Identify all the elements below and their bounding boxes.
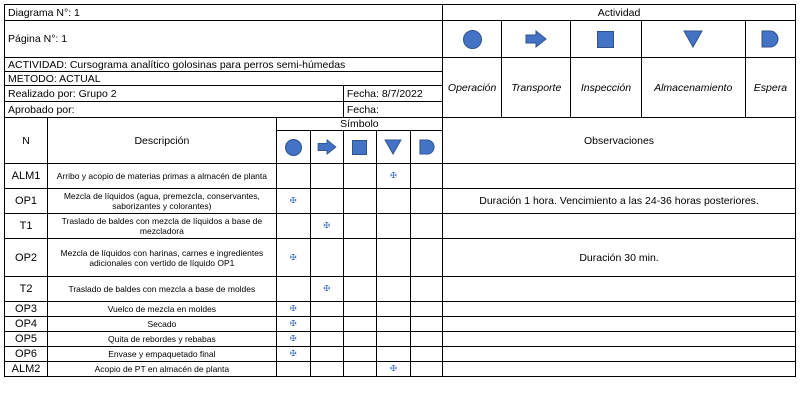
table-row bbox=[5, 189, 796, 214]
storage-mark: ✠ bbox=[376, 362, 410, 377]
mark-cell-4 bbox=[410, 277, 442, 302]
row-id: OP2 bbox=[5, 239, 48, 277]
chart-table bbox=[4, 4, 796, 377]
row-id: OP3 bbox=[5, 302, 48, 317]
mark-cell-2 bbox=[343, 277, 376, 302]
row-id: T1 bbox=[5, 214, 48, 239]
mark-cell-3 bbox=[376, 332, 410, 347]
mark-cell-2 bbox=[343, 164, 376, 189]
mark-cell-1 bbox=[310, 239, 343, 277]
made-by: Realizado por: Grupo 2 bbox=[5, 86, 344, 102]
row-id: ALM1 bbox=[5, 164, 48, 189]
symbol-header-storage bbox=[376, 131, 410, 164]
label-wait: Espera bbox=[745, 58, 795, 118]
row-id: OP4 bbox=[5, 317, 48, 332]
mark-cell-1 bbox=[310, 164, 343, 189]
row-observation bbox=[443, 317, 796, 332]
table-row bbox=[5, 277, 796, 302]
label-operation: Operación bbox=[443, 58, 502, 118]
mark-cell-4 bbox=[410, 302, 442, 317]
transport-mark: ✠ bbox=[310, 277, 343, 302]
row-observation bbox=[443, 214, 796, 239]
row-id: T2 bbox=[5, 277, 48, 302]
mark-cell-4 bbox=[410, 189, 442, 214]
mark-cell-3 bbox=[376, 317, 410, 332]
storage-mark: ✠ bbox=[376, 164, 410, 189]
symbol-header-transport bbox=[310, 131, 343, 164]
mark-cell-1 bbox=[310, 347, 343, 362]
d-shape-icon bbox=[419, 139, 435, 155]
mark-cell-2 bbox=[343, 332, 376, 347]
row-id: OP5 bbox=[5, 332, 48, 347]
activity-transport-symbol bbox=[502, 21, 571, 58]
operation-mark: ✠ bbox=[276, 189, 310, 214]
label-inspection: Inspección bbox=[571, 58, 641, 118]
mark-cell-0 bbox=[276, 362, 310, 377]
date-made: Fecha: 8/7/2022 bbox=[343, 86, 442, 102]
row-observation bbox=[443, 332, 796, 347]
d-shape-icon bbox=[761, 30, 779, 48]
mark-cell-0 bbox=[276, 277, 310, 302]
mark-cell-2 bbox=[343, 302, 376, 317]
mark-cell-4 bbox=[410, 317, 442, 332]
arrow-icon bbox=[317, 139, 337, 155]
activity-storage-symbol bbox=[641, 21, 745, 58]
mark-cell-4 bbox=[410, 164, 442, 189]
label-storage: Almacenamiento bbox=[641, 58, 745, 118]
row-observation bbox=[443, 362, 796, 377]
row-description: Mezcla de líquidos (agua, premezcla, conservantes, saborizantes y colorantes) bbox=[48, 189, 277, 214]
mark-cell-4 bbox=[410, 347, 442, 362]
transport-mark: ✠ bbox=[310, 214, 343, 239]
mark-cell-3 bbox=[376, 189, 410, 214]
label-transport: Transporte bbox=[502, 58, 571, 118]
table-row bbox=[5, 239, 796, 277]
row-observation bbox=[443, 347, 796, 362]
triangle-icon bbox=[384, 139, 402, 155]
circle-icon bbox=[285, 139, 302, 156]
mark-cell-2 bbox=[343, 347, 376, 362]
column-symbol: Símbolo bbox=[276, 118, 442, 131]
mark-cell-3 bbox=[376, 347, 410, 362]
table-row bbox=[5, 362, 796, 377]
row-description: Traslado de baldes con mezcla a base de moldes bbox=[48, 277, 277, 302]
activity-inspection-symbol bbox=[571, 21, 641, 58]
operation-mark: ✠ bbox=[276, 302, 310, 317]
mark-cell-1 bbox=[310, 189, 343, 214]
date-approved: Fecha: bbox=[343, 102, 442, 118]
mark-cell-2 bbox=[343, 239, 376, 277]
activity-operation-symbol bbox=[443, 21, 502, 58]
row-id: ALM2 bbox=[5, 362, 48, 377]
method: METODO: ACTUAL bbox=[5, 72, 443, 86]
row-observation bbox=[443, 164, 796, 189]
operation-mark: ✠ bbox=[276, 317, 310, 332]
approved-by: Aprobado por: bbox=[5, 102, 344, 118]
table-row bbox=[5, 214, 796, 239]
mark-cell-2 bbox=[343, 214, 376, 239]
triangle-icon bbox=[683, 30, 703, 48]
square-icon bbox=[597, 31, 614, 48]
mark-cell-4 bbox=[410, 362, 442, 377]
row-description: Vuelco de mezcla en moldes bbox=[48, 302, 277, 317]
arrow-icon bbox=[525, 30, 547, 48]
mark-cell-3 bbox=[376, 214, 410, 239]
row-description: Mezcla de líquidos con harinas, carnes e ingredientes adicionales con vertido de líquido OP1 bbox=[48, 239, 277, 277]
diagram-number: Diagrama N°: 1 bbox=[5, 5, 443, 21]
row-observation bbox=[443, 302, 796, 317]
operation-mark: ✠ bbox=[276, 347, 310, 362]
circle-icon bbox=[463, 30, 482, 49]
symbol-header-wait bbox=[410, 131, 442, 164]
activity-wait-symbol bbox=[745, 21, 795, 58]
mark-cell-3 bbox=[376, 239, 410, 277]
activity-description: ACTIVIDAD: Cursograma analítico golosinas para perros semi-húmedas bbox=[5, 58, 443, 72]
mark-cell-2 bbox=[343, 189, 376, 214]
mark-cell-1 bbox=[310, 302, 343, 317]
mark-cell-1 bbox=[310, 317, 343, 332]
row-observation bbox=[443, 277, 796, 302]
mark-cell-4 bbox=[410, 214, 442, 239]
row-description: Secado bbox=[48, 317, 277, 332]
table-row bbox=[5, 164, 796, 189]
column-description: Descripción bbox=[48, 118, 277, 164]
operation-mark: ✠ bbox=[276, 332, 310, 347]
row-description: Arribo y acopio de materias primas a almacén de planta bbox=[48, 164, 277, 189]
mark-cell-1 bbox=[310, 362, 343, 377]
table-row bbox=[5, 302, 796, 317]
row-id: OP1 bbox=[5, 189, 48, 214]
page-number: Página N°: 1 bbox=[5, 21, 443, 58]
mark-cell-2 bbox=[343, 362, 376, 377]
symbol-header-inspection bbox=[343, 131, 376, 164]
row-description: Traslado de baldes con mezcla de líquidos a base de mezcladora bbox=[48, 214, 277, 239]
symbol-header-operation bbox=[276, 131, 310, 164]
row-observation: Duración 1 hora. Vencimiento a las 24-36 horas posteriores. bbox=[443, 189, 796, 214]
column-n: N bbox=[5, 118, 48, 164]
mark-cell-0 bbox=[276, 164, 310, 189]
table-row bbox=[5, 317, 796, 332]
mark-cell-4 bbox=[410, 239, 442, 277]
activity-title: Actividad bbox=[443, 5, 796, 21]
mark-cell-3 bbox=[376, 277, 410, 302]
square-icon bbox=[352, 140, 367, 155]
row-description: Envase y empaquetado final bbox=[48, 347, 277, 362]
operation-mark: ✠ bbox=[276, 239, 310, 277]
column-observations: Observaciones bbox=[443, 118, 796, 164]
mark-cell-0 bbox=[276, 214, 310, 239]
table-row bbox=[5, 347, 796, 362]
mark-cell-1 bbox=[310, 332, 343, 347]
row-description: Quita de rebordes y rebabas bbox=[48, 332, 277, 347]
table-row bbox=[5, 332, 796, 347]
mark-cell-4 bbox=[410, 332, 442, 347]
row-description: Acopio de PT en almacén de planta bbox=[48, 362, 277, 377]
mark-cell-3 bbox=[376, 302, 410, 317]
row-observation: Duración 30 min. bbox=[443, 239, 796, 277]
row-id: OP6 bbox=[5, 347, 48, 362]
mark-cell-2 bbox=[343, 317, 376, 332]
